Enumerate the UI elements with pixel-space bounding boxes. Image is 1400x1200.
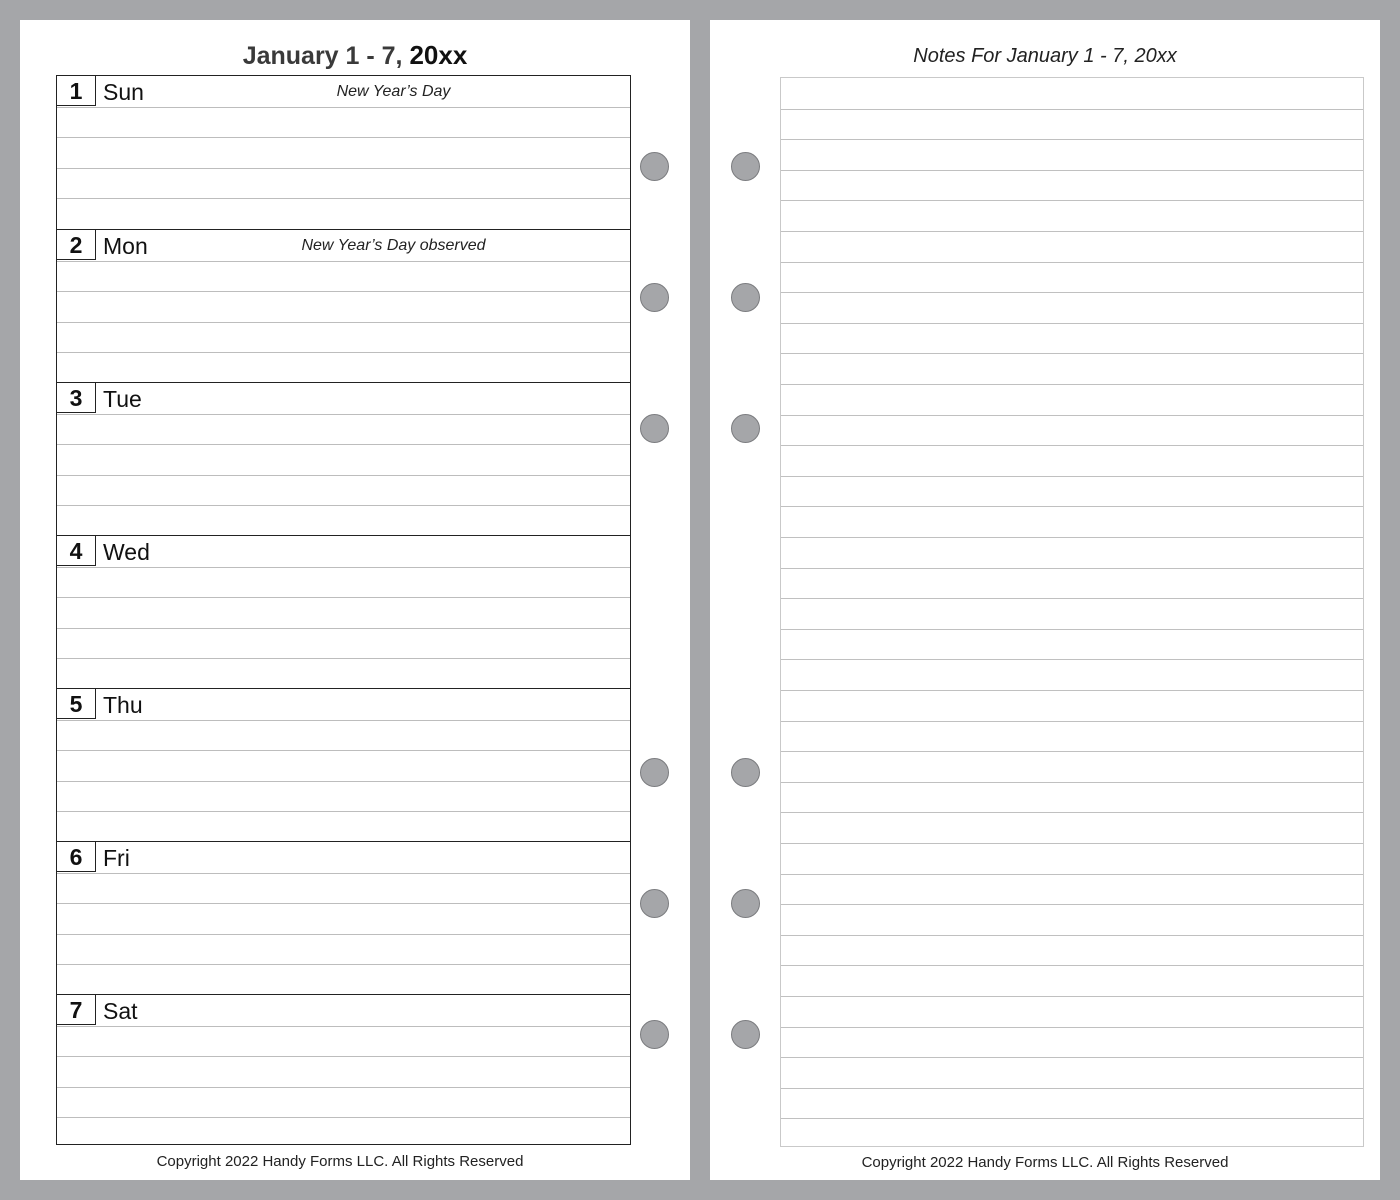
writing-line[interactable] xyxy=(57,567,630,568)
note-line[interactable] xyxy=(781,568,1363,569)
days-grid xyxy=(56,75,631,1145)
writing-line[interactable] xyxy=(57,352,630,353)
punch-hole-icon xyxy=(731,758,760,787)
copyright-footer: Copyright 2022 Handy Forms LLC. All Rights Reserved xyxy=(156,1153,524,1170)
note-line[interactable] xyxy=(781,231,1363,232)
writing-line[interactable] xyxy=(57,137,630,138)
note-line[interactable] xyxy=(781,904,1363,905)
note-line[interactable] xyxy=(781,445,1363,446)
week-title-year: 20xx xyxy=(409,40,468,70)
note-line[interactable] xyxy=(781,415,1363,416)
note-line[interactable] xyxy=(781,506,1363,507)
holiday-label: New Year’s Day observed xyxy=(301,237,486,254)
writing-line[interactable] xyxy=(57,1117,630,1118)
day-header xyxy=(57,689,630,719)
writing-line[interactable] xyxy=(57,903,630,904)
writing-line[interactable] xyxy=(57,198,630,199)
day-block xyxy=(57,535,630,688)
day-header xyxy=(57,536,630,566)
day-number: 5 xyxy=(57,689,96,719)
day-block xyxy=(57,841,630,994)
note-line[interactable] xyxy=(781,935,1363,936)
day-number: 4 xyxy=(57,536,96,566)
note-line[interactable] xyxy=(781,292,1363,293)
day-header xyxy=(57,842,630,872)
note-line[interactable] xyxy=(781,323,1363,324)
note-line[interactable] xyxy=(781,1057,1363,1058)
note-line[interactable] xyxy=(781,843,1363,844)
day-number: 6 xyxy=(57,842,96,872)
writing-line[interactable] xyxy=(57,1087,630,1088)
note-line[interactable] xyxy=(781,476,1363,477)
day-name: Fri xyxy=(103,845,130,871)
punch-hole-icon xyxy=(640,152,669,181)
day-name: Sun xyxy=(103,79,144,105)
notes-lines xyxy=(780,77,1364,1147)
writing-line[interactable] xyxy=(57,873,630,874)
note-line[interactable] xyxy=(781,139,1363,140)
note-line[interactable] xyxy=(781,353,1363,354)
notes-title: Notes For January 1 - 7, 20xx xyxy=(913,45,1177,67)
day-name: Sat xyxy=(103,998,138,1024)
punch-hole-icon xyxy=(640,889,669,918)
note-line[interactable] xyxy=(781,659,1363,660)
day-name: Wed xyxy=(103,539,150,565)
note-line[interactable] xyxy=(781,1088,1363,1089)
writing-line[interactable] xyxy=(57,475,630,476)
punch-hole-icon xyxy=(731,889,760,918)
punch-hole-icon xyxy=(731,283,760,312)
note-line[interactable] xyxy=(781,598,1363,599)
day-name: Mon xyxy=(103,233,148,259)
note-line[interactable] xyxy=(781,812,1363,813)
day-header xyxy=(57,230,630,260)
note-line[interactable] xyxy=(781,690,1363,691)
writing-line[interactable] xyxy=(57,750,630,751)
day-header xyxy=(57,995,630,1025)
writing-line[interactable] xyxy=(57,934,630,935)
punch-hole-icon xyxy=(640,283,669,312)
writing-line[interactable] xyxy=(57,658,630,659)
day-block xyxy=(57,688,630,841)
note-line[interactable] xyxy=(781,751,1363,752)
day-header xyxy=(57,383,630,413)
day-number: 7 xyxy=(57,995,96,1025)
day-block xyxy=(57,382,630,535)
day-name: Tue xyxy=(103,386,142,412)
note-line[interactable] xyxy=(781,965,1363,966)
writing-line[interactable] xyxy=(57,1056,630,1057)
punch-hole-icon xyxy=(640,414,669,443)
day-header xyxy=(57,76,630,106)
note-line[interactable] xyxy=(781,629,1363,630)
writing-line[interactable] xyxy=(57,1026,630,1027)
holiday-label: New Year’s Day xyxy=(336,83,451,100)
day-number: 2 xyxy=(57,230,96,260)
writing-line[interactable] xyxy=(57,964,630,965)
note-line[interactable] xyxy=(781,384,1363,385)
punch-hole-icon xyxy=(731,414,760,443)
note-line[interactable] xyxy=(781,721,1363,722)
punch-hole-icon xyxy=(731,1020,760,1049)
copyright-footer: Copyright 2022 Handy Forms LLC. All Rights Reserved xyxy=(861,1154,1229,1171)
note-line[interactable] xyxy=(781,996,1363,997)
writing-line[interactable] xyxy=(57,720,630,721)
writing-line[interactable] xyxy=(57,597,630,598)
writing-line[interactable] xyxy=(57,444,630,445)
day-block xyxy=(57,994,630,1147)
day-block xyxy=(57,229,630,382)
note-line[interactable] xyxy=(781,874,1363,875)
note-line[interactable] xyxy=(781,262,1363,263)
writing-line[interactable] xyxy=(57,505,630,506)
writing-line[interactable] xyxy=(57,628,630,629)
punch-hole-icon xyxy=(640,1020,669,1049)
note-line[interactable] xyxy=(781,782,1363,783)
writing-line[interactable] xyxy=(57,168,630,169)
note-line[interactable] xyxy=(781,200,1363,201)
note-line[interactable] xyxy=(781,1118,1363,1119)
writing-line[interactable] xyxy=(57,781,630,782)
note-line[interactable] xyxy=(781,170,1363,171)
day-number: 3 xyxy=(57,383,96,413)
day-block xyxy=(57,76,630,229)
punch-hole-icon xyxy=(640,758,669,787)
writing-line[interactable] xyxy=(57,414,630,415)
day-name: Thu xyxy=(103,692,143,718)
note-line[interactable] xyxy=(781,109,1363,110)
writing-line[interactable] xyxy=(57,291,630,292)
note-line[interactable] xyxy=(781,537,1363,538)
week-title xyxy=(20,40,690,71)
writing-line[interactable] xyxy=(57,811,630,812)
writing-line[interactable] xyxy=(57,107,630,108)
day-number: 1 xyxy=(57,76,96,106)
weekly-planner-page xyxy=(20,20,690,1180)
punch-hole-icon xyxy=(731,152,760,181)
writing-line[interactable] xyxy=(57,322,630,323)
writing-line[interactable] xyxy=(57,261,630,262)
note-line[interactable] xyxy=(781,1027,1363,1028)
week-title-range: January 1 - 7, xyxy=(242,42,403,70)
notes-page xyxy=(710,20,1380,1180)
